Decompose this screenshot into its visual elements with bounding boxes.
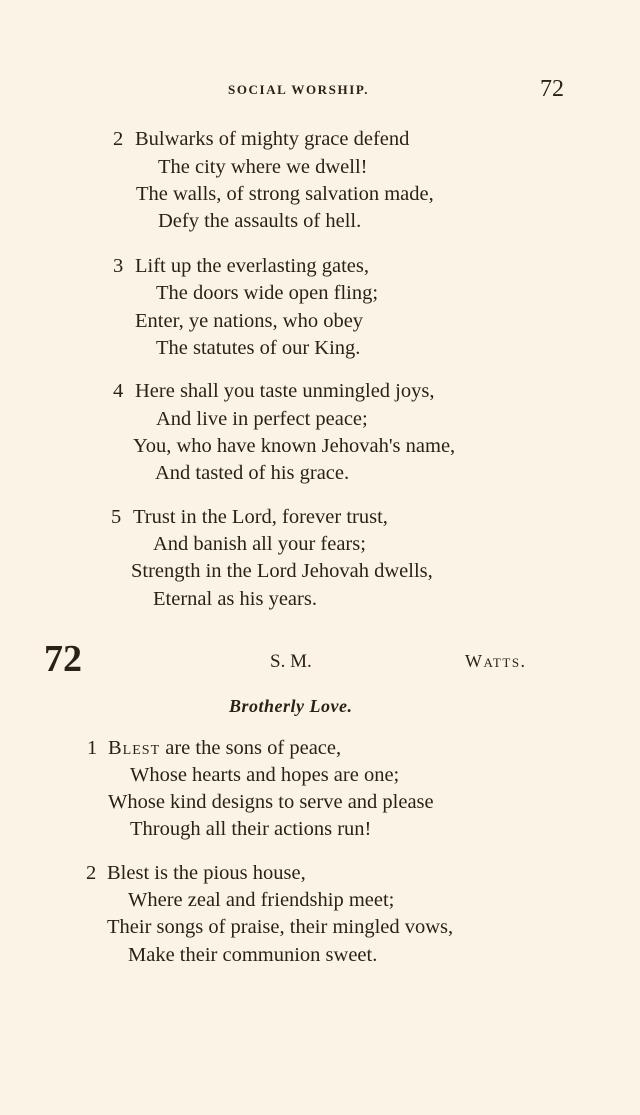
verse-line: Eternal as his years.	[153, 588, 317, 610]
verse-line: Whose kind designs to serve and please	[108, 791, 434, 813]
hymn-author: Watts.	[465, 651, 527, 671]
verse-line: Make their communion sweet.	[128, 944, 378, 966]
stanza-number: 3	[113, 255, 124, 277]
verse-line-first	[108, 737, 341, 760]
verse-line: Bulwarks of mighty grace defend	[135, 128, 410, 150]
stanza-number: 5	[111, 506, 122, 528]
verse-line: Where zeal and friendship meet;	[128, 889, 395, 911]
verse-line: Enter, ye nations, who obey	[135, 310, 364, 332]
verse-line: Strength in the Lord Jehovah dwells,	[131, 560, 433, 582]
verse-line-rest: are the sons of peace,	[160, 737, 342, 759]
stanza-number: 2	[113, 128, 124, 150]
verse-line: You, who have known Jehovah's name,	[133, 435, 456, 457]
verse-line: Blest is the pious house,	[107, 862, 306, 884]
verse-line: Their songs of praise, their mingled vows,	[107, 916, 454, 938]
verse-line: The doors wide open fling;	[156, 282, 379, 304]
verse-line: The statutes of our King.	[156, 337, 361, 359]
stanza-number: 4	[113, 380, 124, 402]
verse-line: And banish all your fears;	[153, 533, 366, 555]
verse-line: Through all their actions run!	[130, 818, 372, 840]
hymn-title: Brotherly Love.	[229, 696, 353, 716]
drop-small-caps-word: Blest	[108, 737, 161, 759]
verse-line: Whose hearts and hopes are one;	[130, 764, 400, 786]
verse-line: The city where we dwell!	[158, 156, 368, 178]
stanza-number: 2	[86, 862, 97, 884]
hymn-number: 72	[44, 638, 82, 680]
verse-line: The walls, of strong salvation made,	[136, 183, 434, 205]
verse-line: Trust in the Lord, forever trust,	[133, 506, 388, 528]
verse-line: Lift up the everlasting gates,	[135, 255, 369, 277]
verse-line: Defy the assaults of hell.	[158, 210, 362, 232]
stanza-number: 1	[87, 737, 98, 759]
page-number: 72	[540, 76, 564, 102]
verse-line: Here shall you taste unmingled joys,	[135, 380, 435, 402]
hymn-meter: S. M.	[270, 651, 312, 672]
verse-line: And live in perfect peace;	[156, 408, 368, 430]
running-title: SOCIAL WORSHIP.	[228, 82, 370, 97]
verse-line: And tasted of his grace.	[155, 462, 350, 484]
